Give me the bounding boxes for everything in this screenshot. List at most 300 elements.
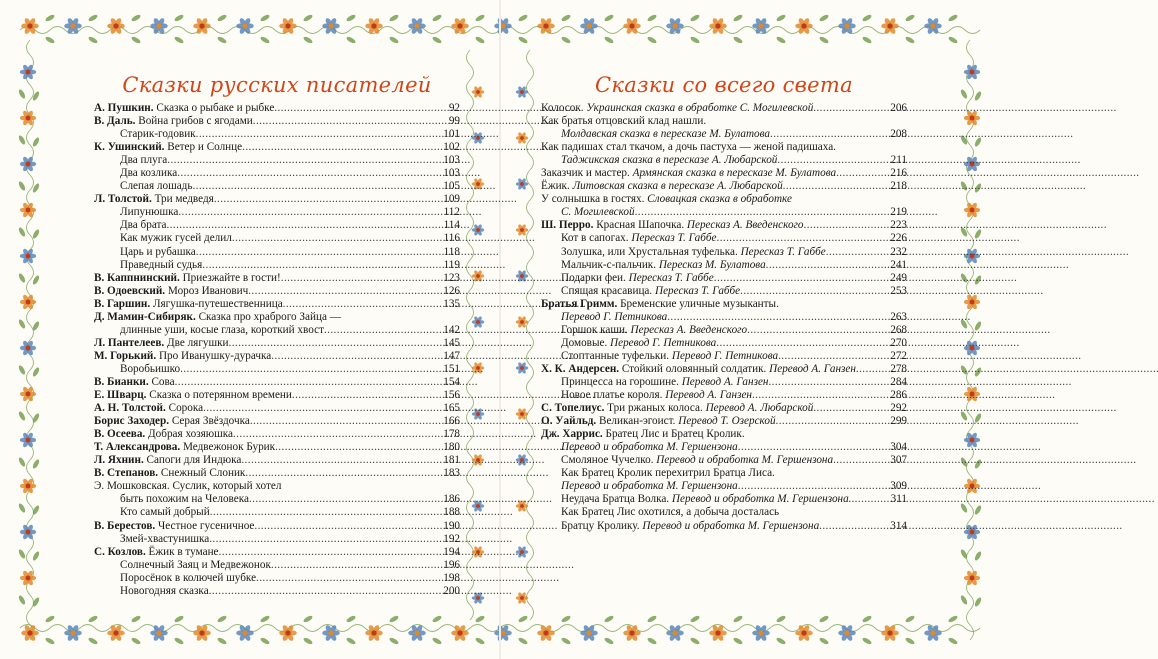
toc-entry-text: Принцесса на горошине. [561, 375, 679, 388]
dot-leader [777, 154, 889, 167]
dot-leader [175, 376, 443, 389]
toc-page-number: 116 [443, 232, 460, 245]
dot-leader [250, 415, 442, 428]
toc-page-number: 223 [890, 219, 907, 232]
toc-entry-title [94, 415, 250, 428]
toc-entry-title [94, 520, 254, 533]
toc-entry-title [94, 272, 281, 285]
toc-entry-title [561, 154, 777, 167]
toc-page-number: 196 [443, 558, 460, 571]
toc-entry-title [561, 454, 833, 467]
toc-entry-text: Бременские уличные музыканты. [620, 297, 779, 310]
toc-entry-title [94, 102, 274, 115]
toc-entry-author: Борис Заходер. [94, 415, 170, 428]
toc-entry-text: Слепая лошадь [120, 180, 193, 193]
toc-entry-text: Праведный судья [120, 258, 203, 271]
dot-leader [232, 232, 443, 245]
toc-entry [541, 337, 907, 350]
toc-page-number: 284 [890, 375, 907, 388]
toc-entry [94, 193, 460, 206]
toc-entry-text: Подарки феи. [561, 271, 626, 284]
toc-entry-title [120, 585, 209, 598]
toc-entry-text: Медвежонок Бурик [183, 441, 276, 454]
toc-page-number: 253 [890, 284, 907, 297]
toc-page-number: 126 [443, 284, 460, 297]
toc-entry-note: Перевод А. Ганзен [769, 362, 856, 375]
toc-entry-note: Пересказ М. Булатова [658, 258, 766, 271]
toc-entry-note: Перевод Г. Петникова [610, 336, 717, 349]
toc-entry [94, 232, 460, 245]
toc-entry [94, 298, 460, 311]
toc-page-number: 311 [890, 493, 907, 506]
dot-leader [813, 102, 889, 115]
toc-page-number: 309 [890, 480, 907, 493]
toc-entry-author: Ш. Перро. [541, 219, 594, 232]
toc-entry-text: Как мужик гусей делил [120, 232, 232, 245]
toc-entry-text: длинные уши, косые глаза, короткий хвост [120, 323, 324, 336]
toc-entry-note: Украинская сказка в обработке С. Могилевской [586, 102, 814, 114]
toc-entry-title [561, 311, 667, 324]
toc-entry [94, 246, 460, 259]
toc-entry-title [94, 441, 275, 454]
dot-leader [324, 324, 442, 337]
toc-entry [94, 585, 460, 598]
toc-entry [541, 441, 907, 454]
toc-entry-title [94, 141, 242, 154]
toc-entry-text: Заказчик и мастер. [541, 167, 630, 180]
dot-leader [219, 546, 443, 559]
toc-entry [94, 520, 460, 533]
toc-entry-author: А. Н. Толстой. [94, 402, 166, 415]
toc-page-number: 112 [443, 206, 460, 219]
toc-entry [94, 389, 460, 402]
toc-entry [94, 441, 460, 454]
toc-entry [541, 102, 907, 115]
toc-entry [541, 206, 907, 219]
toc-entry [94, 272, 460, 285]
toc-entry [541, 493, 907, 506]
toc-page-number: 188 [443, 506, 460, 519]
toc-entry [94, 102, 460, 115]
toc-entry [541, 180, 907, 193]
toc-entry [94, 546, 460, 559]
toc-entry-text: Серая Звёздочка [171, 415, 250, 428]
toc-entry [94, 259, 460, 272]
toc-page-number: 151 [443, 362, 460, 375]
toc-entry [94, 324, 460, 337]
toc-entry-author: В. Даль. [94, 115, 136, 128]
toc-entry [94, 206, 460, 219]
toc-page-number: 241 [890, 258, 907, 271]
toc-page-number: 218 [890, 180, 907, 193]
toc-entry-title [561, 493, 851, 506]
dot-leader [281, 272, 442, 285]
toc-entry-title [120, 572, 256, 585]
toc-page-number: 109 [443, 193, 460, 206]
toc-entry-text: Горшок каши. [561, 323, 628, 336]
toc-entry [94, 533, 460, 546]
toc-entry-author: В. Осеева. [94, 428, 146, 441]
dot-leader [738, 480, 889, 493]
dot-leader [196, 246, 443, 259]
toc-entry [94, 219, 460, 232]
toc-entry [541, 311, 907, 324]
toc-entry-title [120, 180, 192, 193]
page-title-right: Сказки со всего света [595, 73, 853, 97]
toc-entry [541, 115, 907, 128]
toc-entry-text: Э. Мошковская. Суслик, который хотел [94, 480, 282, 493]
dot-leader [283, 298, 443, 311]
toc-page-number: 299 [890, 415, 907, 428]
toc-page-number: 92 [448, 102, 460, 114]
toc-entry-text: Два козлика [120, 167, 178, 180]
toc-entry [94, 415, 460, 428]
toc-entry-author: Л. Пантелеев. [94, 336, 165, 349]
toc-entry-note: Молдавская сказка в пересказе М. Булатова [561, 128, 771, 141]
toc-entry-note: Перевод и обработка М. Гершензона. [671, 493, 852, 506]
toc-entry-text: Солнечный Заяц и Медвежонок [120, 558, 271, 571]
dot-leader [209, 533, 442, 546]
toc-page-number: 186 [443, 493, 460, 506]
toc-entry [541, 285, 907, 298]
toc-entry-text: Сова [151, 375, 175, 388]
toc-entry-text: Братцу Кролику. [561, 519, 640, 532]
toc-entry-text: быть похожим на Человека [120, 493, 249, 506]
dot-leader [667, 311, 889, 324]
toc-page-number: 192 [443, 532, 460, 545]
toc-page-number: 119 [443, 258, 460, 271]
dot-leader [804, 219, 890, 232]
toc-page-number: 206 [890, 102, 907, 114]
toc-entry-text: Сказка про храброго Зайца — [198, 310, 341, 323]
toc-entry [541, 193, 907, 206]
dot-leader [209, 585, 443, 598]
dot-leader [783, 180, 890, 193]
toc-entry-title [561, 285, 740, 298]
toc-entry [541, 350, 907, 363]
toc-entry-note: Перевод А. Ганзен [665, 389, 752, 402]
dot-leader [210, 506, 443, 519]
toc-entry-text: Братец Лис и Братец Кролик. [605, 428, 745, 441]
toc-entry-author: Д. Мамин-Сибиряк. [94, 310, 196, 323]
toc-page-number: 278 [890, 362, 907, 375]
toc-entry-text: Змей-хвастунишка [120, 532, 210, 545]
toc-page-number: 292 [890, 402, 907, 415]
toc-entry-text: Смоляное Чучелко. [561, 454, 654, 467]
toc-entry [541, 154, 907, 167]
toc-entry-title [541, 363, 856, 376]
toc-page-number: 226 [890, 232, 907, 245]
toc-page-number: 304 [890, 441, 907, 454]
toc-entry-text: Кот в сапогах. [561, 232, 629, 245]
toc-entry-text: Сапоги для Индюка [146, 454, 242, 467]
toc-entry-text: Как Братец Кролик перехитрил Братца Лиса. [561, 467, 775, 480]
toc-entry-note: Перевод и обработка М. Гершензона [561, 480, 738, 493]
toc-entry-author: Т. Александрова. [94, 441, 181, 454]
toc-entry-note: Пересказ А. Введенского [630, 323, 748, 336]
toc-entry-title [94, 311, 341, 324]
toc-entry [541, 141, 907, 154]
toc-entry [541, 480, 907, 493]
dot-leader [178, 206, 442, 219]
toc-entry [94, 506, 460, 519]
toc-page-number: 307 [890, 454, 907, 467]
toc-entry [94, 180, 460, 193]
toc-entry-text: Неудача Братца Волка. [561, 493, 670, 506]
toc-page-number: 166 [443, 415, 460, 428]
toc-entry-text: Кто самый добрый [120, 506, 210, 519]
toc-entry [94, 480, 460, 493]
dot-leader [254, 520, 442, 533]
dot-leader [768, 376, 889, 389]
toc-list-right [541, 102, 907, 533]
dot-leader [177, 167, 442, 180]
toc-entry-author: В. Берестов. [94, 519, 156, 532]
toc-entry [94, 493, 460, 506]
dot-leader [202, 259, 442, 272]
toc-entry-text: Новогодняя сказка [120, 584, 209, 597]
toc-entry [541, 520, 907, 533]
toc-page-number: 103 [443, 167, 460, 180]
toc-entry-title [541, 298, 779, 311]
toc-entry-text: Два брата [120, 219, 167, 232]
toc-entry-text: Домовые. [561, 336, 608, 349]
toc-entry-text: Три медведя [154, 193, 214, 206]
toc-entry-title [561, 206, 635, 219]
toc-entry-title [561, 128, 770, 141]
toc-entry [94, 454, 460, 467]
toc-entry-title [94, 298, 283, 311]
toc-entry-title [561, 520, 819, 533]
toc-entry-title [561, 506, 779, 519]
toc-entry [94, 285, 460, 298]
dot-leader [167, 154, 442, 167]
toc-page-number: 105 [443, 180, 460, 193]
toc-entry-note: Перевод А. Ганзен [681, 375, 769, 388]
toc-entry-note: Перевод Г. Петникова [671, 349, 779, 362]
toc-entry-title [120, 219, 166, 232]
toc-entry [541, 402, 907, 415]
toc-entry-title [120, 324, 324, 337]
toc-entry-text: Как братья отцовский клад нашли. [541, 115, 707, 128]
toc-page-number: 219 [890, 206, 907, 219]
toc-entry-author: В. Степанов. [94, 467, 159, 480]
toc-entry-title [541, 402, 813, 415]
toc-entry-title [541, 167, 836, 180]
toc-entry-title [561, 232, 717, 245]
toc-entry-title [541, 219, 804, 232]
toc-entry-text: Про Иванушку-дурачка [158, 349, 272, 362]
toc-entry-text: Липунюшка [120, 206, 179, 219]
toc-entry-note: Литовская сказка в пересказе А. Любарской [572, 180, 783, 193]
toc-entry [94, 428, 460, 441]
toc-page-number: 180 [443, 441, 460, 454]
toc-page-number: 211 [890, 154, 907, 167]
dot-leader [274, 102, 448, 115]
toc-entry [94, 141, 460, 154]
toc-page-number: 208 [890, 128, 907, 141]
toc-entry [541, 298, 907, 311]
toc-page-number: 181 [443, 454, 460, 467]
toc-page-number: 272 [890, 349, 907, 362]
toc-entry-title [120, 232, 232, 245]
dot-leader [770, 128, 889, 141]
toc-entry-note: Пересказ Т. Габбе [628, 271, 714, 284]
toc-entry-text: Поросёнок в колючей шубке [120, 571, 257, 584]
toc-entry-text: Мальчик-с-пальчик. [561, 258, 657, 271]
toc-entry-note: Перевод и обработка М. Гершензона [642, 519, 820, 532]
dot-leader [233, 428, 442, 441]
toc-entry [94, 154, 460, 167]
toc-page-number: 216 [890, 167, 907, 180]
left-page [94, 70, 460, 598]
toc-entry-title [561, 259, 766, 272]
toc-entry-title [561, 480, 738, 493]
toc-entry-text: Сказка о потерянном времени [149, 389, 292, 402]
toc-page-number: 118 [443, 245, 460, 258]
toc-entry-text: Новое платье короля. [561, 389, 663, 402]
toc-entry-text: Царь и рубашка [120, 245, 196, 258]
toc-entry-title [541, 428, 745, 441]
toc-entry-title [94, 402, 203, 415]
dot-leader [813, 402, 889, 415]
dot-leader [776, 415, 890, 428]
toc-entry-title [120, 128, 196, 141]
toc-entry-title [561, 272, 714, 285]
toc-entry-title [120, 167, 177, 180]
dot-leader [766, 259, 890, 272]
toc-entry [541, 415, 907, 428]
dot-leader [249, 493, 442, 506]
dot-leader [245, 467, 442, 480]
toc-entry-text: Три ржаных колоса. [607, 402, 703, 415]
dot-leader [166, 219, 442, 232]
dot-leader [738, 441, 889, 454]
toc-page-number: 194 [443, 545, 460, 558]
toc-entry-title [120, 259, 202, 272]
dot-leader [203, 402, 442, 415]
dot-leader [275, 441, 442, 454]
toc-page-number: 123 [443, 271, 460, 284]
toc-entry [94, 350, 460, 363]
toc-entry [94, 311, 460, 324]
toc-entry-text: Две лягушки [166, 336, 229, 349]
dot-leader [740, 285, 889, 298]
toc-entry-title [561, 350, 778, 363]
toc-page-number: 103 [443, 154, 460, 167]
dot-leader [851, 493, 889, 506]
toc-entry-title [541, 102, 813, 115]
toc-entry-text: Воробьишко [120, 362, 181, 375]
toc-entry-title [561, 324, 747, 337]
dot-leader [229, 337, 443, 350]
toc-entry-author: Дж. Харрис. [541, 428, 603, 441]
toc-page-number: 232 [890, 245, 907, 258]
toc-entry [94, 376, 460, 389]
toc-entry [541, 324, 907, 337]
toc-entry-title [561, 441, 738, 454]
toc-entry-title [120, 493, 249, 506]
toc-page-number: 99 [448, 115, 460, 128]
toc-entry-text: Как падишах стал ткачом, а дочь пастуха — женой падишаха. [541, 141, 836, 154]
page-title-left: Сказки русских писателей [122, 73, 432, 97]
toc-entry [541, 389, 907, 402]
toc-page-number: 101 [443, 128, 460, 141]
toc-entry [541, 167, 907, 180]
toc-entry-title [561, 389, 752, 402]
toc-entry-title [94, 428, 233, 441]
toc-page-number: 145 [443, 336, 460, 349]
toc-entry-author: Х. К. Андерсен. [541, 362, 620, 375]
toc-page-number: 263 [890, 310, 907, 323]
toc-entry-author: Е. Шварц. [94, 389, 147, 402]
toc-page-number: 178 [443, 428, 460, 441]
toc-page-number: 268 [890, 323, 907, 336]
toc-entry-note: Пересказ Т. Габбе [631, 232, 717, 245]
toc-entry-text: Приезжайте в гости! [182, 271, 281, 284]
toc-entry-title [541, 141, 836, 154]
dot-leader [826, 246, 890, 259]
toc-entry-text: Ёжик в тумане [148, 545, 219, 558]
toc-entry [94, 363, 460, 376]
toc-list-left [94, 102, 460, 598]
toc-entry [541, 246, 907, 259]
dot-leader [714, 272, 889, 285]
toc-entry-text: Колосок. [541, 102, 584, 114]
toc-entry-title [94, 546, 219, 559]
dot-leader [635, 206, 890, 219]
toc-entry [541, 467, 907, 480]
toc-entry-title [120, 246, 196, 259]
toc-page-number: 154 [443, 375, 460, 388]
toc-entry-note: Словацкая сказка в обработке [647, 193, 792, 206]
toc-entry-title [120, 363, 180, 376]
toc-entry-author: Л. Яхнин. [94, 454, 144, 467]
toc-entry-text: Великан-эгоист. [599, 415, 676, 428]
toc-entry-author: М. Горький. [94, 349, 157, 362]
toc-entry-title [94, 193, 214, 206]
toc-page-number: 102 [443, 141, 460, 154]
dot-leader [242, 141, 442, 154]
toc-entry-author: Братья Гримм. [541, 297, 618, 310]
toc-entry-note: Перевод и обработка М. Гершензона [561, 441, 738, 454]
toc-entry-title [541, 415, 776, 428]
dot-leader [196, 128, 443, 141]
toc-entry-title [94, 467, 245, 480]
dot-leader [292, 389, 442, 402]
toc-entry [541, 428, 907, 441]
dot-leader [833, 454, 889, 467]
toc-entry-title [561, 337, 716, 350]
toc-page-number: 249 [890, 271, 907, 284]
toc-entry [94, 559, 460, 572]
toc-entry-note: Пересказ Т. Габбе [740, 245, 826, 258]
toc-entry-author: К. Ушинский. [94, 141, 165, 154]
toc-entry-author: В. Каппнинский. [94, 271, 180, 284]
dot-leader [856, 363, 889, 376]
toc-page-number: 165 [443, 402, 460, 415]
toc-page-number: 147 [443, 349, 460, 362]
toc-entry-title [541, 115, 706, 128]
toc-entry-note: Пересказ А. Введенского [686, 219, 804, 232]
dot-leader [819, 520, 889, 533]
dot-leader [214, 193, 442, 206]
toc-entry [541, 272, 907, 285]
dot-leader [253, 115, 448, 128]
toc-entry-title [541, 180, 783, 193]
right-page [541, 70, 907, 533]
dot-leader [241, 454, 442, 467]
